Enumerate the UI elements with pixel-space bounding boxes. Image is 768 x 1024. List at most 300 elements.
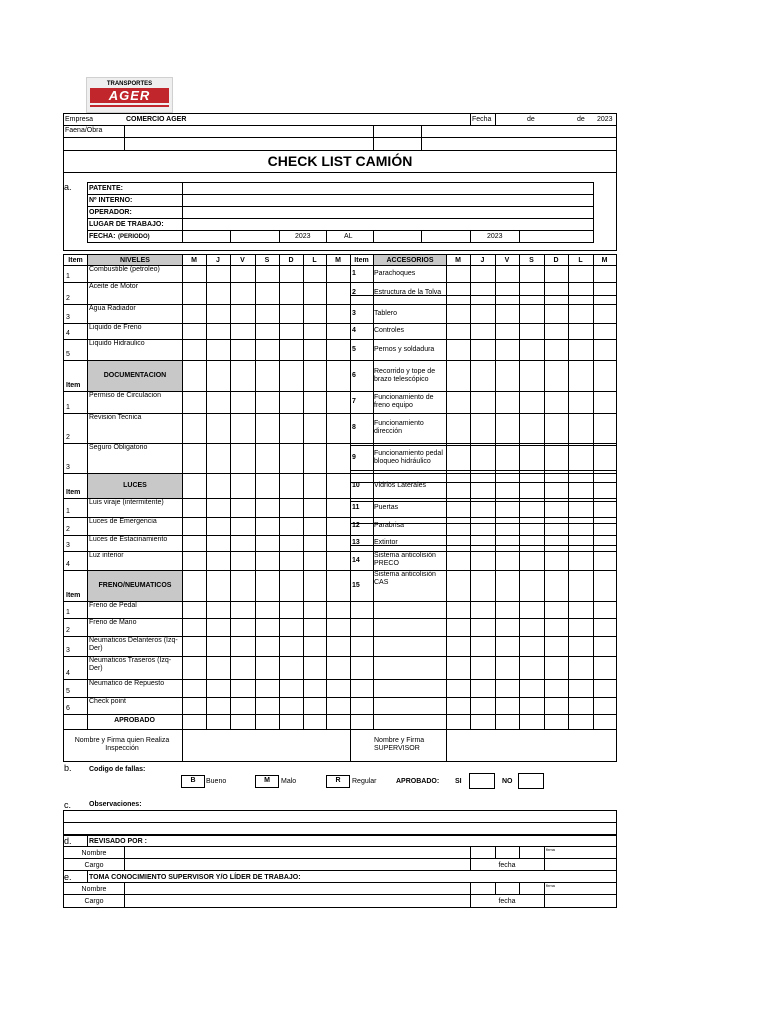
right-check-cell[interactable] <box>447 266 470 282</box>
right-check-cell[interactable] <box>594 340 616 360</box>
si-checkbox[interactable] <box>469 773 495 789</box>
left-check-cell[interactable] <box>256 698 279 714</box>
right-check-cell[interactable] <box>496 571 519 601</box>
left-check-cell[interactable] <box>231 266 255 282</box>
left-check-cell[interactable] <box>183 536 206 551</box>
accesorios-header: ACCESORIOS <box>386 257 434 264</box>
left-check-cell[interactable] <box>304 619 326 636</box>
left-check-cell[interactable] <box>256 392 279 413</box>
right-check-cell[interactable] <box>594 499 616 517</box>
left-check-cell[interactable] <box>280 619 303 636</box>
left-check-cell[interactable] <box>183 340 206 360</box>
right-check-cell[interactable] <box>496 518 519 535</box>
left-check-cell[interactable] <box>280 602 303 618</box>
right-check-cell[interactable] <box>520 266 544 282</box>
left-check-cell[interactable] <box>183 283 206 304</box>
right-check-cell[interactable] <box>594 266 616 282</box>
left-check-cell[interactable] <box>207 698 230 714</box>
right-check-cell[interactable] <box>569 305 593 323</box>
left-check-cell[interactable] <box>183 266 206 282</box>
right-day-header: L <box>578 257 583 264</box>
left-item-number: 4 <box>66 561 70 568</box>
right-check-cell[interactable] <box>447 518 470 535</box>
left-check-cell[interactable] <box>207 414 230 443</box>
left-check-cell[interactable] <box>304 444 326 473</box>
observaciones-label: Observaciones: <box>89 801 142 808</box>
right-check-cell[interactable] <box>447 444 470 473</box>
right-check-cell[interactable] <box>569 499 593 517</box>
left-check-cell[interactable] <box>207 637 230 656</box>
right-check-cell[interactable] <box>496 392 519 413</box>
right-check-cell[interactable] <box>447 361 470 391</box>
left-check-cell[interactable] <box>231 637 255 656</box>
right-check-cell[interactable] <box>496 552 519 570</box>
niveles-header: NIVELES <box>120 257 150 264</box>
right-check-cell[interactable] <box>520 361 544 391</box>
left-check-cell[interactable] <box>207 552 230 570</box>
left-check-cell[interactable] <box>327 698 350 714</box>
periodo-year-end[interactable]: 2023 <box>487 233 503 240</box>
right-item-label: Recorrido y tope de brazo telescópico <box>374 368 436 383</box>
right-check-cell[interactable] <box>569 266 593 282</box>
left-check-cell[interactable] <box>207 499 230 517</box>
right-check-cell[interactable] <box>447 552 470 570</box>
right-check-cell[interactable] <box>569 552 593 570</box>
left-check-cell[interactable] <box>256 680 279 697</box>
left-check-cell[interactable] <box>231 340 255 360</box>
right-check-cell[interactable] <box>594 305 616 323</box>
left-check-cell[interactable] <box>183 552 206 570</box>
code-r-box: R <box>326 775 350 788</box>
left-check-cell[interactable] <box>304 305 326 323</box>
left-item-label: Freno de Mano <box>89 619 137 626</box>
left-check-cell[interactable] <box>256 619 279 636</box>
left-check-cell[interactable] <box>231 283 255 304</box>
right-check-cell[interactable] <box>520 499 544 517</box>
right-check-cell[interactable] <box>569 571 593 601</box>
left-item-label: Luces de Estacinamiento <box>89 536 168 543</box>
right-check-cell[interactable] <box>520 536 544 551</box>
left-check-cell[interactable] <box>304 552 326 570</box>
right-check-cell[interactable] <box>594 571 616 601</box>
section-e-letter: e. <box>64 872 72 882</box>
left-check-cell[interactable] <box>327 414 350 443</box>
right-check-cell[interactable] <box>545 474 568 498</box>
right-check-cell[interactable] <box>496 499 519 517</box>
left-check-cell[interactable] <box>327 266 350 282</box>
left-check-cell[interactable] <box>256 414 279 443</box>
left-check-cell[interactable] <box>304 698 326 714</box>
section-c-letter: c. <box>64 800 72 810</box>
left-check-cell[interactable] <box>207 602 230 618</box>
left-check-cell[interactable] <box>183 637 206 656</box>
left-check-cell[interactable] <box>304 324 326 339</box>
left-check-cell[interactable] <box>256 324 279 339</box>
right-check-cell[interactable] <box>471 474 495 498</box>
fecha-label: Fecha <box>472 116 492 123</box>
right-check-cell[interactable] <box>447 305 470 323</box>
left-check-cell[interactable] <box>183 602 206 618</box>
right-check-cell[interactable] <box>569 361 593 391</box>
left-check-cell[interactable] <box>304 283 326 304</box>
right-check-cell[interactable] <box>471 324 495 339</box>
right-check-cell[interactable] <box>569 340 593 360</box>
right-check-cell[interactable] <box>594 361 616 391</box>
right-check-cell[interactable] <box>545 536 568 551</box>
left-check-cell[interactable] <box>207 619 230 636</box>
right-check-cell[interactable] <box>520 518 544 535</box>
right-check-cell[interactable] <box>520 283 544 304</box>
left-check-cell[interactable] <box>183 499 206 517</box>
right-check-cell[interactable] <box>545 414 568 443</box>
left-check-cell[interactable] <box>231 536 255 551</box>
left-check-cell[interactable] <box>256 444 279 473</box>
right-check-cell[interactable] <box>496 536 519 551</box>
no-checkbox[interactable] <box>518 773 544 789</box>
left-check-cell[interactable] <box>304 602 326 618</box>
left-item-label: Neumatico de Repuesto <box>89 680 165 687</box>
left-check-cell[interactable] <box>304 657 326 679</box>
right-check-cell[interactable] <box>471 392 495 413</box>
left-check-cell[interactable] <box>304 414 326 443</box>
right-item-number: 2 <box>352 289 356 296</box>
left-check-cell[interactable] <box>280 698 303 714</box>
right-check-cell[interactable] <box>569 444 593 473</box>
left-check-cell[interactable] <box>280 680 303 697</box>
left-check-cell[interactable] <box>256 657 279 679</box>
right-check-cell[interactable] <box>471 414 495 443</box>
right-check-cell[interactable] <box>496 474 519 498</box>
right-check-cell[interactable] <box>447 414 470 443</box>
right-check-cell[interactable] <box>447 474 470 498</box>
left-item-label: Seguro Obligatorio <box>89 444 148 451</box>
right-check-cell[interactable] <box>594 536 616 551</box>
right-check-cell[interactable] <box>447 283 470 304</box>
right-check-cell[interactable] <box>545 518 568 535</box>
left-check-cell[interactable] <box>327 657 350 679</box>
right-check-cell[interactable] <box>496 305 519 323</box>
left-check-cell[interactable] <box>183 619 206 636</box>
right-check-cell[interactable] <box>594 392 616 413</box>
right-item-number: 1 <box>352 270 356 277</box>
left-item-number: 2 <box>66 526 70 533</box>
codigo-fallas-label: Codigo de fallas: <box>89 766 146 773</box>
left-check-cell[interactable] <box>231 499 255 517</box>
right-check-cell[interactable] <box>447 536 470 551</box>
left-check-cell[interactable] <box>327 637 350 656</box>
toma-firma-label: firma <box>546 883 555 888</box>
section-b-letter: b. <box>64 763 72 773</box>
left-check-cell[interactable] <box>231 619 255 636</box>
revisado-fecha-label: fecha <box>498 862 516 869</box>
left-check-cell[interactable] <box>207 392 230 413</box>
toma-cargo-label: Cargo <box>84 898 104 905</box>
right-check-cell[interactable] <box>594 552 616 570</box>
left-item-label: Liquido de Freno <box>89 324 142 331</box>
left-check-cell[interactable] <box>280 324 303 339</box>
fecha-de-1: de <box>527 116 535 123</box>
left-check-cell[interactable] <box>327 324 350 339</box>
right-check-cell[interactable] <box>447 340 470 360</box>
left-check-cell[interactable] <box>256 602 279 618</box>
right-check-cell[interactable] <box>447 392 470 413</box>
right-check-cell[interactable] <box>447 571 470 601</box>
left-check-cell[interactable] <box>327 602 350 618</box>
right-check-cell[interactable] <box>545 324 568 339</box>
code-r-label: Regular <box>352 778 377 785</box>
left-check-cell[interactable] <box>280 536 303 551</box>
left-check-cell[interactable] <box>280 657 303 679</box>
left-check-cell[interactable] <box>207 340 230 360</box>
left-check-cell[interactable] <box>304 637 326 656</box>
documentacion-header: DOCUMENTACION <box>103 372 167 379</box>
right-check-cell[interactable] <box>471 283 495 304</box>
right-check-cell[interactable] <box>520 552 544 570</box>
right-check-cell[interactable] <box>569 283 593 304</box>
left-item-number: 3 <box>66 314 70 321</box>
right-check-cell[interactable] <box>545 283 568 304</box>
right-check-cell[interactable] <box>496 361 519 391</box>
left-check-cell[interactable] <box>207 536 230 551</box>
left-check-cell[interactable] <box>280 392 303 413</box>
code-m-label: Malo <box>281 778 297 785</box>
left-check-cell[interactable] <box>231 518 255 535</box>
left-check-cell[interactable] <box>231 324 255 339</box>
right-check-cell[interactable] <box>496 283 519 304</box>
right-check-cell[interactable] <box>545 266 568 282</box>
left-item-header: Item <box>68 257 83 264</box>
left-check-cell[interactable] <box>256 283 279 304</box>
observaciones-field[interactable] <box>64 811 616 833</box>
left-check-cell[interactable] <box>304 518 326 535</box>
right-check-cell[interactable] <box>520 474 544 498</box>
left-check-cell[interactable] <box>256 499 279 517</box>
left-check-cell[interactable] <box>183 680 206 697</box>
left-check-cell[interactable] <box>256 637 279 656</box>
right-check-cell[interactable] <box>545 305 568 323</box>
left-check-cell[interactable] <box>327 392 350 413</box>
left-check-cell[interactable] <box>183 657 206 679</box>
right-item-label: Funcionamiento dirección <box>374 420 424 435</box>
left-check-cell[interactable] <box>231 444 255 473</box>
left-check-cell[interactable] <box>304 392 326 413</box>
right-check-cell[interactable] <box>471 340 495 360</box>
left-item-label: Combustible (petroleo) <box>89 266 160 273</box>
right-check-cell[interactable] <box>471 518 495 535</box>
left-check-cell[interactable] <box>207 518 230 535</box>
left-check-cell[interactable] <box>327 536 350 551</box>
toma-cargo-field[interactable] <box>125 895 469 906</box>
right-check-cell[interactable] <box>569 518 593 535</box>
right-check-cell[interactable] <box>520 392 544 413</box>
supervisor-signature-field[interactable] <box>447 730 615 760</box>
right-check-cell[interactable] <box>496 324 519 339</box>
right-check-cell[interactable] <box>569 474 593 498</box>
right-check-cell[interactable] <box>569 536 593 551</box>
left-check-cell[interactable] <box>304 499 326 517</box>
right-check-cell[interactable] <box>471 499 495 517</box>
right-check-cell[interactable] <box>471 361 495 391</box>
left-check-cell[interactable] <box>280 305 303 323</box>
left-check-cell[interactable] <box>231 698 255 714</box>
right-check-cell[interactable] <box>520 340 544 360</box>
left-check-cell[interactable] <box>327 283 350 304</box>
left-check-cell[interactable] <box>280 499 303 517</box>
left-item-label: Check point <box>89 698 126 705</box>
revisado-cargo-field[interactable] <box>125 859 469 870</box>
right-check-cell[interactable] <box>496 444 519 473</box>
right-check-cell[interactable] <box>471 571 495 601</box>
right-check-cell[interactable] <box>471 536 495 551</box>
left-check-cell[interactable] <box>280 266 303 282</box>
left-check-cell[interactable] <box>183 698 206 714</box>
right-check-cell[interactable] <box>545 361 568 391</box>
right-item-number: 15 <box>352 582 360 589</box>
toma-nombre-field[interactable] <box>125 883 469 894</box>
left-item-label: Revision Tecnica <box>89 414 142 421</box>
right-item-number: 14 <box>352 557 360 564</box>
right-day-header: M <box>601 257 608 264</box>
right-check-cell[interactable] <box>496 340 519 360</box>
right-check-cell[interactable] <box>594 324 616 339</box>
left-check-cell[interactable] <box>231 305 255 323</box>
right-item-label: Funcionamiento pedal bloqueo hidráulico <box>374 450 443 465</box>
right-check-cell[interactable] <box>569 414 593 443</box>
right-check-cell[interactable] <box>471 444 495 473</box>
fecha-year[interactable]: 2023 <box>597 116 613 123</box>
right-item-label: Parachoques <box>374 270 416 277</box>
right-check-cell[interactable] <box>447 324 470 339</box>
periodo-year-start[interactable]: 2023 <box>295 233 311 240</box>
left-check-cell[interactable] <box>231 680 255 697</box>
left-check-cell[interactable] <box>207 657 230 679</box>
left-check-cell[interactable] <box>183 305 206 323</box>
left-check-cell[interactable] <box>231 602 255 618</box>
right-check-cell[interactable] <box>569 324 593 339</box>
left-check-cell[interactable] <box>280 552 303 570</box>
right-check-cell[interactable] <box>569 392 593 413</box>
left-check-cell[interactable] <box>207 266 230 282</box>
right-check-cell[interactable] <box>594 414 616 443</box>
left-check-cell[interactable] <box>183 444 206 473</box>
empresa-value[interactable]: COMERCIO AGER <box>126 116 187 123</box>
left-check-cell[interactable] <box>304 536 326 551</box>
left-check-cell[interactable] <box>256 266 279 282</box>
left-check-cell[interactable] <box>304 266 326 282</box>
right-check-cell[interactable] <box>545 499 568 517</box>
code-m-box: M <box>255 775 279 788</box>
left-check-cell[interactable] <box>256 305 279 323</box>
right-check-cell[interactable] <box>471 552 495 570</box>
right-check-cell[interactable] <box>520 444 544 473</box>
left-check-cell[interactable] <box>280 340 303 360</box>
left-item-label: Luces de Emergencia <box>89 518 157 525</box>
left-check-cell[interactable] <box>207 305 230 323</box>
left-check-cell[interactable] <box>327 552 350 570</box>
supervisor-signature-label: Nombre y Firma SUPERVISOR <box>374 737 425 752</box>
inspector-signature-field[interactable] <box>183 730 349 760</box>
left-item-number: 2 <box>66 627 70 634</box>
right-check-cell[interactable] <box>594 518 616 535</box>
right-item-label: Estructura de la Tolva <box>374 289 442 296</box>
right-check-cell[interactable] <box>520 414 544 443</box>
left-check-cell[interactable] <box>231 414 255 443</box>
logo-brand-text: AGER <box>108 88 151 103</box>
periodo-label: (PERIODO) <box>118 234 150 240</box>
right-item-label: Vidrios Laterales <box>374 482 427 489</box>
right-check-cell[interactable] <box>520 305 544 323</box>
left-check-cell[interactable] <box>280 518 303 535</box>
left-check-cell[interactable] <box>327 340 350 360</box>
left-check-cell[interactable] <box>183 414 206 443</box>
right-check-cell[interactable] <box>594 444 616 473</box>
right-check-cell[interactable] <box>594 283 616 304</box>
right-day-header: M <box>455 257 461 264</box>
left-check-cell[interactable] <box>183 324 206 339</box>
right-check-cell[interactable] <box>496 414 519 443</box>
left-item-number: 3 <box>66 464 70 471</box>
left-check-cell[interactable] <box>231 392 255 413</box>
left-item-number: 1 <box>66 508 70 515</box>
left-check-cell[interactable] <box>207 283 230 304</box>
right-item-header: Item <box>354 257 369 264</box>
left-check-cell[interactable] <box>256 536 279 551</box>
left-check-cell[interactable] <box>304 680 326 697</box>
right-check-cell[interactable] <box>594 474 616 498</box>
left-check-cell[interactable] <box>183 518 206 535</box>
left-check-cell[interactable] <box>327 518 350 535</box>
left-check-cell[interactable] <box>280 414 303 443</box>
left-check-cell[interactable] <box>327 680 350 697</box>
left-check-cell[interactable] <box>231 552 255 570</box>
left-check-cell[interactable] <box>231 657 255 679</box>
right-check-cell[interactable] <box>447 499 470 517</box>
left-check-cell[interactable] <box>304 340 326 360</box>
right-check-cell[interactable] <box>471 266 495 282</box>
logo-stripe <box>90 105 169 107</box>
left-item-number: 4 <box>66 670 70 677</box>
revisado-nombre-field[interactable] <box>125 847 469 858</box>
toma-fecha-label: fecha <box>498 898 516 905</box>
left-check-cell[interactable] <box>327 444 350 473</box>
left-check-cell[interactable] <box>327 619 350 636</box>
left-check-cell[interactable] <box>207 680 230 697</box>
left-item-label: Neumaticos Delanteros (Izq-Der) <box>89 637 178 652</box>
left-check-cell[interactable] <box>256 552 279 570</box>
left-check-cell[interactable] <box>280 283 303 304</box>
left-check-cell[interactable] <box>183 392 206 413</box>
left-check-cell[interactable] <box>256 518 279 535</box>
right-item-number: 7 <box>352 398 356 405</box>
right-check-cell[interactable] <box>471 305 495 323</box>
left-check-cell[interactable] <box>207 324 230 339</box>
right-check-cell[interactable] <box>545 392 568 413</box>
right-check-cell[interactable] <box>545 552 568 570</box>
left-check-cell[interactable] <box>280 637 303 656</box>
right-check-cell[interactable] <box>520 324 544 339</box>
right-check-cell[interactable] <box>545 340 568 360</box>
right-check-cell[interactable] <box>520 571 544 601</box>
left-check-cell[interactable] <box>327 499 350 517</box>
left-check-cell[interactable] <box>256 340 279 360</box>
left-check-cell[interactable] <box>327 305 350 323</box>
right-check-cell[interactable] <box>545 571 568 601</box>
right-check-cell[interactable] <box>496 266 519 282</box>
right-check-cell[interactable] <box>545 444 568 473</box>
left-item-number: 6 <box>66 705 70 712</box>
left-check-cell[interactable] <box>280 444 303 473</box>
left-check-cell[interactable] <box>207 444 230 473</box>
